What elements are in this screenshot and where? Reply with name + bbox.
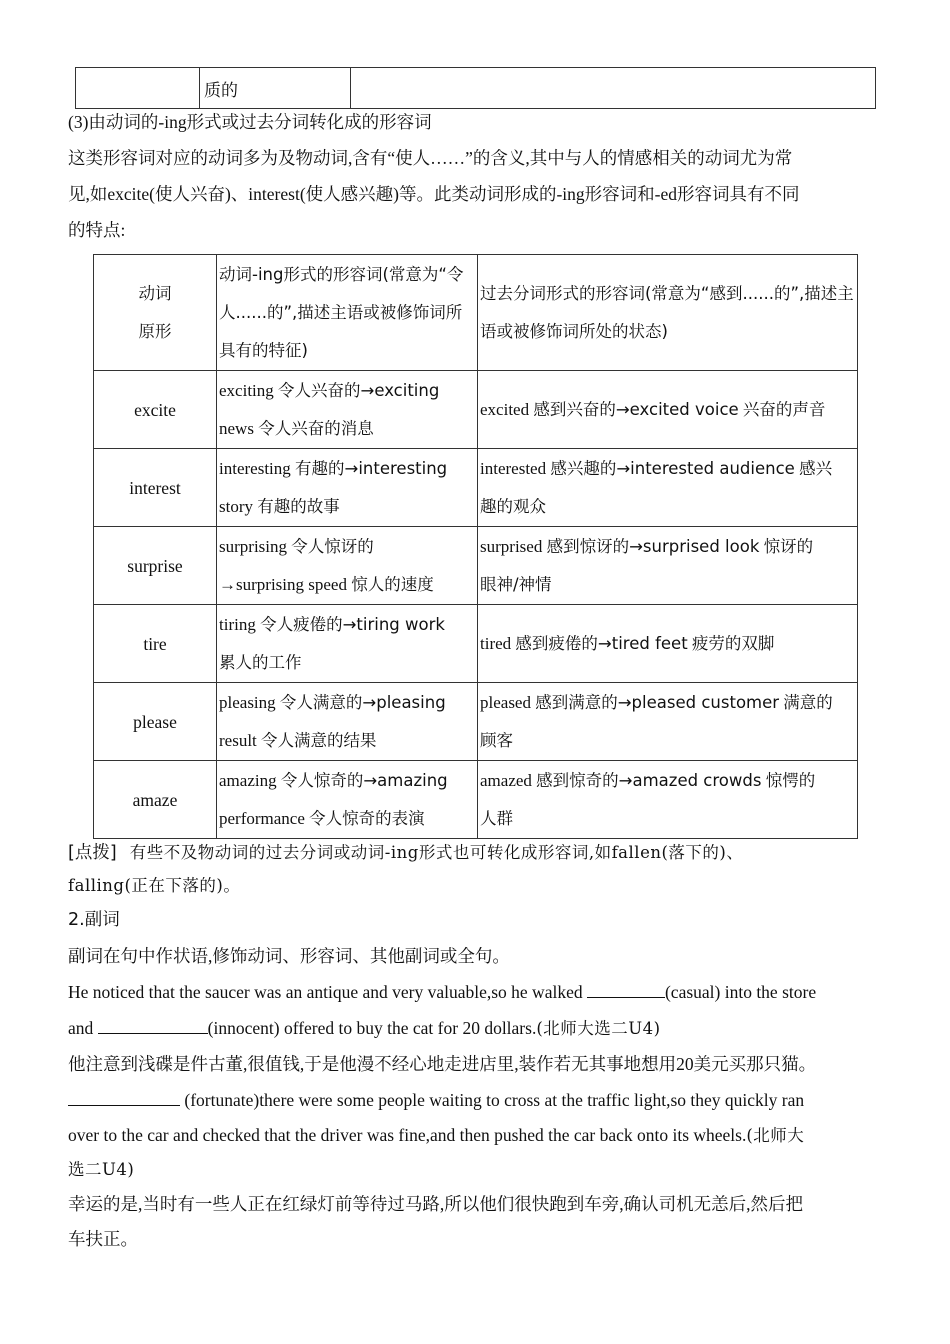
translation-line: 车扶正。 bbox=[68, 1229, 138, 1249]
ing-cell bbox=[217, 527, 478, 605]
verb-cell: interest bbox=[94, 449, 217, 527]
ing-en: result bbox=[219, 730, 257, 750]
table-row bbox=[94, 371, 858, 449]
answer-blank[interactable] bbox=[68, 1085, 180, 1106]
ed-cell bbox=[478, 683, 858, 761]
ing-cn: 令人惊奇的→amazing bbox=[280, 770, 448, 790]
intro-line: 的特点: bbox=[68, 220, 126, 240]
example-line bbox=[68, 974, 816, 1010]
tip-label: [点拨] bbox=[68, 843, 117, 863]
example-source: (北师大 bbox=[746, 1126, 805, 1145]
verb-cell: please bbox=[94, 683, 217, 761]
ing-cell bbox=[217, 683, 478, 761]
verb-cell: excite bbox=[94, 371, 217, 449]
ed-cn: 惊愕的 bbox=[765, 770, 816, 790]
header-verb-line: 动词 bbox=[138, 283, 172, 303]
ed-cell bbox=[478, 527, 858, 605]
example-text: over to the car and checked that the driver was fine,and then pushed the car back onto its wheels. bbox=[68, 1125, 747, 1145]
table-cell bbox=[351, 68, 876, 109]
example-line bbox=[68, 1010, 661, 1047]
ed-cn: 人群 bbox=[480, 808, 513, 828]
ed-cn: 感到满意的→pleased customer bbox=[535, 692, 780, 712]
intro-line: 这类形容词对应的动词多为及物动词,含有“使人……”的含义,其中与人的情感相关的动词尤为常 bbox=[68, 148, 793, 168]
ed-cell bbox=[478, 605, 858, 683]
verb-cell: surprise bbox=[94, 527, 217, 605]
ing-cell bbox=[217, 761, 478, 839]
translation-line: 幸运的是,当时有一些人正在红绿灯前等待过马路,所以他们很快跑到车旁,确认司机无恙后,然后把 bbox=[68, 1194, 803, 1214]
translation-line: 他注意到浅碟是件古董,很值钱,于是他漫不经心地走进店里,装作若无其事地想用20美元买那只猫。 bbox=[68, 1054, 817, 1074]
adverb-intro: 副词在句中作状语,修饰动词、形容词、其他副词或全句。 bbox=[68, 946, 510, 966]
header-verb bbox=[94, 255, 217, 371]
ing-cell bbox=[217, 605, 478, 683]
answer-blank[interactable] bbox=[587, 977, 665, 998]
ed-en: surprised bbox=[480, 536, 543, 556]
ed-cn: 眼神/神情 bbox=[480, 574, 552, 594]
ed-cn: 感到兴奋的→excited voice bbox=[533, 399, 739, 419]
table-row bbox=[94, 683, 858, 761]
example-text: (innocent) offered to buy the cat for 20 dollars. bbox=[207, 1018, 537, 1038]
ed-cn: 感兴 bbox=[799, 458, 833, 478]
example-line bbox=[68, 1117, 804, 1154]
example-text: (casual) into the store bbox=[664, 982, 817, 1002]
example-text: He noticed that the saucer was an antique and very valuable,so he walked bbox=[68, 982, 587, 1002]
table-header-row bbox=[94, 255, 858, 371]
table-row bbox=[76, 68, 876, 109]
verb-cell: amaze bbox=[94, 761, 217, 839]
ing-cn: 令人惊奇的表演 bbox=[309, 808, 425, 828]
ed-cn: 满意的 bbox=[783, 692, 833, 712]
example-text: (fortunate)there were some people waiting to cross at the traffic light,so they quickly ran bbox=[180, 1090, 805, 1110]
ed-cn: 趣的观众 bbox=[480, 496, 546, 516]
ing-cn: 令人满意的→pleasing bbox=[279, 692, 446, 712]
table-cell: 质的 bbox=[200, 68, 351, 109]
ing-cn: 惊人的速度 bbox=[351, 574, 434, 594]
ed-cn: 惊讶的 bbox=[763, 536, 814, 556]
ing-en: story bbox=[219, 496, 253, 516]
ing-en: pleasing bbox=[219, 692, 276, 712]
adjective-table bbox=[93, 254, 858, 839]
tip-line bbox=[68, 834, 743, 871]
intro-line: 见,如excite(使人兴奋)、interest(使人感兴趣)等。此类动词形成的-ing形容词和-ed形容词具有不同 bbox=[68, 184, 800, 204]
ing-cn: 令人兴奋的→exciting bbox=[278, 380, 440, 400]
example-source: (北师大选二U4) bbox=[536, 1019, 661, 1038]
table-row bbox=[94, 761, 858, 839]
section-title: 2.副词 bbox=[68, 910, 120, 930]
ed-cn: 感到惊奇的→amazed crowds bbox=[536, 770, 762, 790]
ing-cn: 累人的工作 bbox=[219, 652, 302, 672]
ed-cell bbox=[478, 761, 858, 839]
ing-cn: 有趣的故事 bbox=[257, 496, 340, 516]
ed-cn: 感到惊讶的→surprised look bbox=[546, 536, 760, 556]
section-title: (3)由动词的-ing形式或过去分词转化成的形容词 bbox=[68, 112, 432, 132]
ing-en: tiring bbox=[219, 614, 256, 634]
ed-cell bbox=[478, 371, 858, 449]
ed-en: excited bbox=[480, 399, 530, 419]
example-source: 选二U4) bbox=[68, 1160, 135, 1179]
ing-en: performance bbox=[219, 808, 305, 828]
ed-en: tired bbox=[480, 633, 512, 653]
ed-cn: 兴奋的声音 bbox=[742, 399, 826, 419]
example-line bbox=[68, 1082, 804, 1118]
tip-line: falling(正在下落的)。 bbox=[68, 876, 241, 895]
header-ed: 过去分词形式的形容词(常意为“感到......的”,描述主语或被修饰词所处的状态) bbox=[478, 255, 858, 371]
ing-en: interesting bbox=[219, 458, 291, 478]
table-row bbox=[94, 527, 858, 605]
verb-cell: tire bbox=[94, 605, 217, 683]
ed-cn: 顾客 bbox=[480, 730, 513, 750]
ing-en: exciting bbox=[219, 380, 274, 400]
example-text: and bbox=[68, 1018, 98, 1038]
top-table-fragment bbox=[75, 67, 876, 109]
table-row bbox=[94, 449, 858, 527]
ed-en: amazed bbox=[480, 770, 532, 790]
ed-cn: 疲劳的双脚 bbox=[691, 633, 775, 653]
header-verb-line: 原形 bbox=[138, 321, 172, 341]
ed-cell bbox=[478, 449, 858, 527]
table-cell bbox=[76, 68, 200, 109]
ing-cell bbox=[217, 449, 478, 527]
tip-text: 有些不及物动词的过去分词或动词-ing形式也可转化成形容词,如fallen(落下的)、 bbox=[129, 843, 744, 862]
ed-cn: 感到疲倦的→tired feet bbox=[515, 633, 688, 653]
answer-blank[interactable] bbox=[98, 1013, 208, 1034]
header-ing: 动词-ing形式的形容词(常意为“令人......的”,描述主语或被修饰词所具有的特征) bbox=[217, 255, 478, 371]
ing-cn: 令人疲倦的→tiring work bbox=[260, 614, 445, 634]
ing-cn: 令人兴奋的消息 bbox=[258, 418, 374, 438]
ing-en: surprising bbox=[219, 536, 287, 556]
ing-en: news bbox=[219, 418, 254, 438]
table-row bbox=[94, 605, 858, 683]
ed-cn: 感兴趣的→interested audience bbox=[550, 458, 795, 478]
ing-cn: 有趣的→interesting bbox=[295, 458, 448, 478]
ing-en: amazing bbox=[219, 770, 277, 790]
ing-cell bbox=[217, 371, 478, 449]
ed-en: pleased bbox=[480, 692, 531, 712]
ed-en: interested bbox=[480, 458, 547, 478]
ing-cn: 令人惊讶的 bbox=[291, 536, 374, 556]
ing-cn: 令人满意的结果 bbox=[261, 730, 377, 750]
ing-en: →surprising speed bbox=[219, 574, 347, 594]
